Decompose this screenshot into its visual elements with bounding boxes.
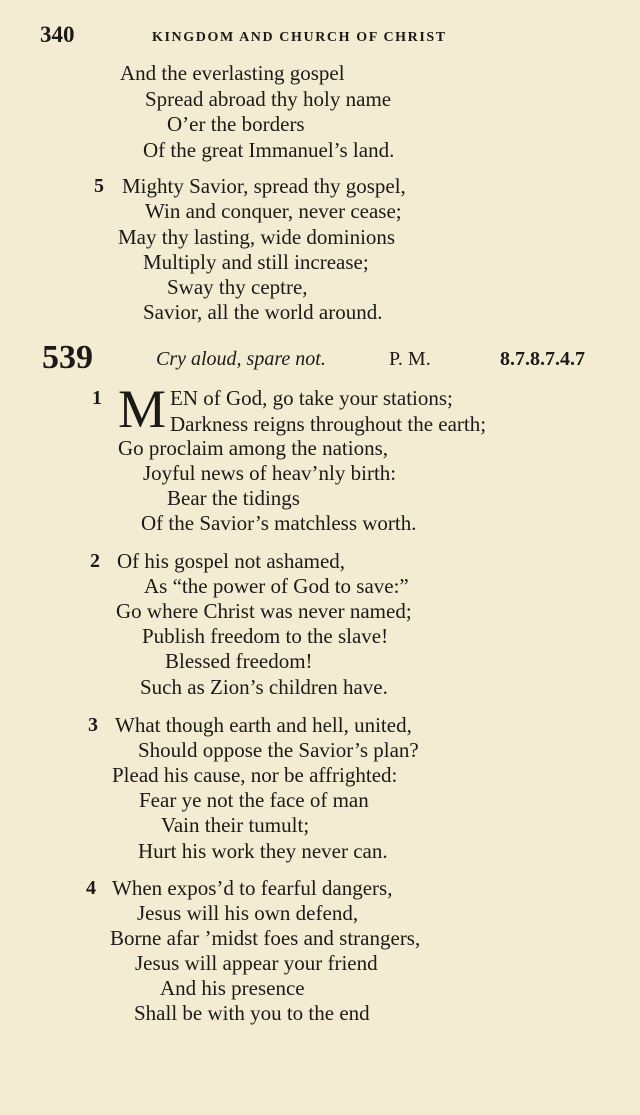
verse-line: Hurt his work they never can. — [138, 839, 388, 863]
verse-line: Joyful news of heav’nly birth: — [143, 461, 397, 485]
continuation-line: And the everlasting gospel — [120, 61, 345, 85]
verse-line: Jesus will appear your friend — [135, 951, 378, 975]
verse-number: 3 — [88, 714, 98, 736]
continuation-line: Of the great Immanuel’s land. — [143, 138, 395, 162]
verse-number: 4 — [86, 877, 96, 899]
hymn-meter: P. M. — [389, 348, 431, 370]
verse-line: Of his gospel not ashamed, — [117, 549, 346, 573]
running-title: KINGDOM AND CHURCH OF CHRIST — [152, 30, 447, 45]
verse-number: 2 — [90, 550, 100, 572]
verse-line: Borne afar ’midst foes and strangers, — [110, 926, 421, 950]
verse-line: Shall be with you to the end — [134, 1001, 370, 1025]
verse-line: Bear the tidings — [167, 486, 300, 510]
verse-line: Multiply and still increase; — [143, 250, 369, 274]
hymn-heading — [42, 340, 632, 376]
continuation-line: Spread abroad thy holy name — [145, 87, 392, 111]
verse-line: Vain their tumult; — [161, 813, 310, 837]
page-header — [40, 22, 520, 54]
verse-line: May thy lasting, wide dominions — [118, 225, 396, 249]
hymn-title: Cry aloud, spare not. — [156, 348, 326, 370]
verse-line: Mighty Savior, spread thy gospel, — [122, 174, 406, 198]
verse-line: And his presence — [160, 976, 305, 1000]
verse-line: Publish freedom to the slave! — [142, 624, 389, 648]
verse-line: EN of God, go take your stations; — [170, 386, 453, 410]
verse-line: Go proclaim among the nations, — [118, 436, 389, 460]
verse-line: When expos’d to fearful dangers, — [112, 876, 393, 900]
verse-line: Fear ye not the face of man — [139, 788, 369, 812]
verse-number: 1 — [92, 387, 102, 409]
continuation-line: O’er the borders — [167, 112, 305, 136]
verse-line: Win and conquer, never cease; — [145, 199, 402, 223]
hymn-metric: 8.7.8.7.4.7 — [500, 348, 585, 370]
verse-line: Such as Zion’s children have. — [140, 675, 388, 699]
verse-line: Jesus will his own defend, — [137, 901, 359, 925]
verse-line: What though earth and hell, united, — [115, 713, 412, 737]
verse-line: Savior, all the world around. — [143, 300, 383, 324]
hymn-number: 539 — [42, 339, 93, 376]
verse-line: Go where Christ was never named; — [116, 599, 412, 623]
verse-line: Blessed freedom! — [165, 649, 313, 673]
verse-line: Darkness reigns throughout the earth; — [170, 412, 487, 436]
verse-line: Should oppose the Savior’s plan? — [138, 738, 419, 762]
verse-line: Sway thy ceptre, — [167, 275, 308, 299]
verse-line: Of the Savior’s matchless worth. — [141, 511, 417, 535]
verse-line: As “the power of God to save:” — [144, 574, 409, 598]
verse-line: Plead his cause, nor be affrighted: — [112, 763, 398, 787]
drop-cap: M — [118, 379, 167, 439]
verse-number: 5 — [94, 175, 104, 197]
page-number: 340 — [40, 22, 75, 47]
